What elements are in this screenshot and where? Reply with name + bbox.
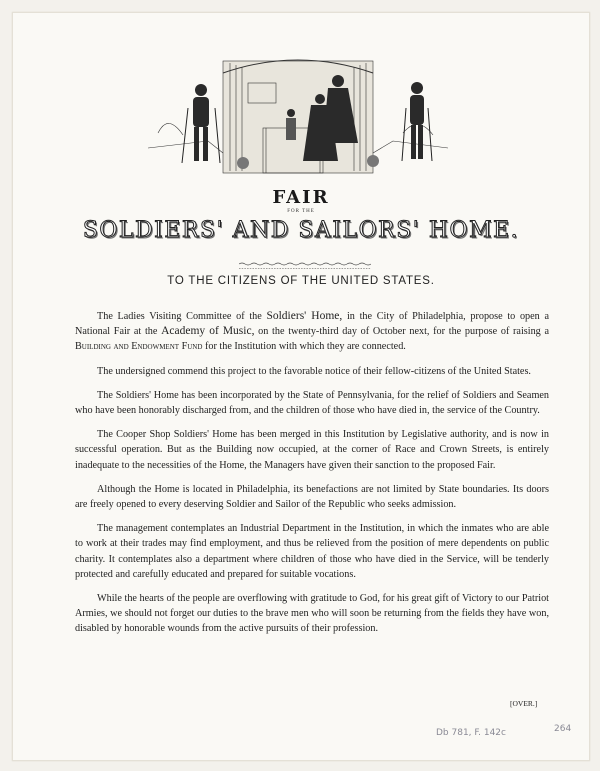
p1-text-g: for the Institution with which they are connected.: [202, 341, 406, 353]
paragraph-2: The undersigned commend this project to the favorable notice of their fellow-citizens of the United States.: [97, 365, 531, 377]
p1-fund: Building and Endowment Fund: [75, 341, 203, 353]
page-number-mark: 264: [554, 724, 572, 734]
p1-text-e: on the twenty-third day of October next, for the purpose of raising a: [254, 326, 549, 338]
for-the-line: FOR THE: [287, 209, 315, 214]
call-number-mark: Db 781, F. 142c: [436, 728, 506, 738]
paragraph-3: The Soldiers' Home has been incorporated by the State of Pennsylvania, for the relief of Soldiers and Seamen who have been honorably discharged from, and the children of those who have died in, the service of the Country.: [75, 389, 549, 417]
engraved-illustration: [148, 53, 448, 178]
paragraph-1: [75, 309, 549, 355]
document-page: [12, 12, 590, 761]
home-title: SOLDIERS' AND SAILORS' HOME.: [82, 218, 520, 243]
body-text: [75, 309, 549, 646]
p1-text-c: in the City of Philadelphia, propose to open a National Fair at the: [75, 311, 549, 338]
p1-academy: Academy of Music,: [161, 325, 255, 338]
p1-soldiers-home: Soldiers' Home,: [266, 310, 343, 322]
decorative-rule: [239, 261, 371, 271]
p1-text-a: The Ladies Visiting Committee of the: [97, 311, 267, 322]
fair-title: FAIR: [272, 187, 330, 208]
address-heading: TO THE CITIZENS OF THE UNITED STATES.: [167, 275, 435, 287]
paragraph-4: The Cooper Shop Soldiers' Home has been merged in this Institution by Legislative authority, and is now in successful operation. But as the Building now occupied, at the corner of Race and Crown Streets, is entirely inadequate to the necessities of the Home, the Managers have given their sanction to the proposed Fair.: [75, 429, 549, 471]
over-mark: [OVER.]: [510, 699, 538, 708]
paragraph-5: Although the Home is located in Philadelphia, its benefactions are not limited by State boundaries. Its doors are freely opened to every deserving Soldier and Sailor of the Republic who seeks admission.: [75, 483, 549, 511]
paragraph-6: The management contemplates an Industrial Department in the Institution, in which the inmates who are able to work at their trades may find employment, and thus be relieved from the position of mere dependents on public charity. It contemplates also a department where children of those who have died in the Service, will be tenderly protected and carefully educated and prepared for suitable vocations.: [75, 523, 549, 580]
paragraph-7: While the hearts of the people are overflowing with gratitude to God, for his great gift of Victory to our Patriot Armies, we should not forget our duties to the brave men who will soon be returning from the fields they have won, disabled by honorable wounds from the active pursuits of their profession.: [75, 593, 549, 635]
